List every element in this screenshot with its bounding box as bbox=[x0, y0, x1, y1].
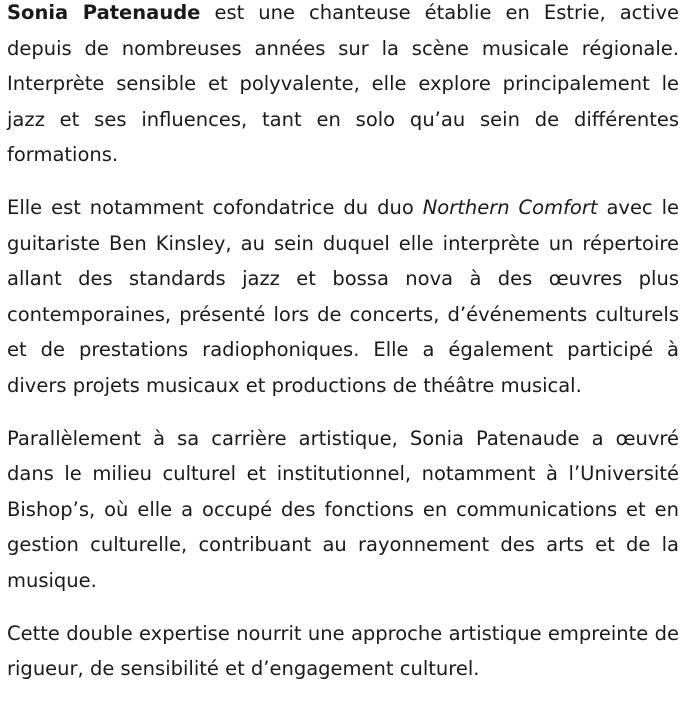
duo-text-after: avec le guitariste Ben Kinsley, au sein duquel elle interprète un répertoire allant des standards jazz et bossa nova à des œuvres plus contemporaines, présenté lors de concerts, d’événements culturels et de prestations radiophoniques. Elle a également participé à divers projets musicaux et productions de théâtre musical. bbox=[7, 195, 679, 397]
bio-paragraph-duo bbox=[7, 190, 679, 404]
duo-name: Northern Comfort bbox=[422, 195, 598, 219]
bio-paragraph-career: Parallèlement à sa carrière artistique, Sonia Patenaude a œuvré dans le milieu culturel et institutionnel, notamment à l’Université Bishop’s, où elle a occupé des fonctions en communications et en gestion culturelle, contribuant au rayonnement des arts et de la musique. bbox=[7, 426, 679, 592]
bio-paragraph-conclusion: Cette double expertise nourrit une approche artistique empreinte de rigueur, de sensibilité et d’engagement culturel. bbox=[7, 621, 679, 681]
artist-name: Sonia Patenaude bbox=[7, 1, 201, 24]
bio-paragraph-intro bbox=[7, 0, 679, 173]
duo-text-before: Elle est notamment cofondatrice du duo bbox=[7, 195, 423, 219]
intro-text: est une chanteuse établie en Estrie, active depuis de nombreuses années sur la scène musicale régionale. Interprète sensible et polyvalente, elle explore principalement le jazz et ses influences, tant en solo qu’au sein de différentes formations. bbox=[7, 1, 679, 167]
